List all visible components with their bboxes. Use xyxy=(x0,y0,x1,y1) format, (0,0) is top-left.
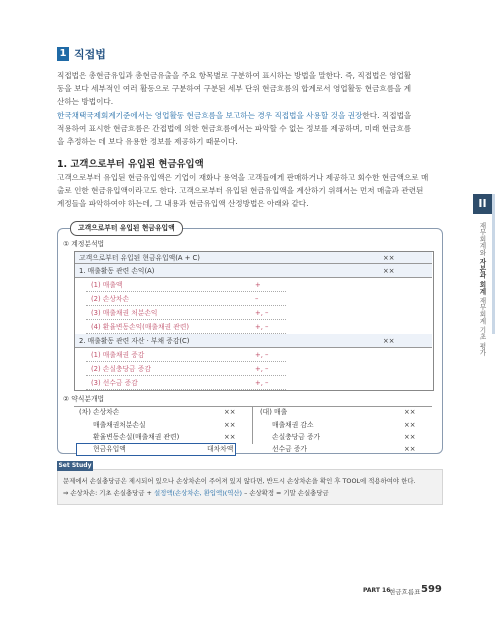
footer-chapter: 현금흐름표 xyxy=(389,588,421,596)
method-title: ① 계정분석법 xyxy=(63,240,105,248)
table-row-value: ×× xyxy=(383,337,395,345)
table-row-sign: +, – xyxy=(255,323,269,331)
divider xyxy=(74,406,432,407)
divider xyxy=(86,319,286,320)
chapter-tab: II xyxy=(473,194,492,214)
table-row-label: (1) 매출채권 증감 xyxy=(91,351,145,359)
table-row-label: (2) 손상차손 xyxy=(91,295,130,303)
table-row-sign: + xyxy=(255,281,261,289)
page-number: 599 xyxy=(421,584,442,595)
journal-debit-item: 매출채권처분손실 xyxy=(93,421,146,429)
journal-debit-head: (차) 손상차손 xyxy=(79,408,120,416)
divider xyxy=(75,277,432,278)
table-row-sign: +, – xyxy=(255,379,269,387)
divider xyxy=(86,305,286,306)
table-row-label: (2) 손실충당금 증감 xyxy=(91,365,151,373)
divider xyxy=(86,389,286,390)
journal-debit-value: ×× xyxy=(224,433,236,441)
divider xyxy=(86,291,286,292)
method-title: ② 약식분개법 xyxy=(63,395,105,403)
divider xyxy=(75,347,432,348)
journal-debit-value: 대차차액 xyxy=(207,445,234,453)
table-row-label: (3) 매출채권 처분손익 xyxy=(91,309,158,317)
intro-line: 직접법은 총현금유입과 총현금유출을 주요 항목별로 구분하여 표시하는 방법을 말한다. 즉, 직접법은 영업활 xyxy=(57,71,412,80)
table-row-sign: – xyxy=(255,295,259,303)
journal-credit-item: 손실충당금 증가 xyxy=(272,433,321,441)
journal-credit-head: (대) 매출 xyxy=(260,408,288,416)
table-row-label: (3) 선수금 증감 xyxy=(91,379,138,387)
set-study-box xyxy=(57,469,443,505)
footer-part: PART 16 xyxy=(363,587,391,594)
intro-line: 을 추정하는 데 보다 유용한 정보를 제공하기 때문이다. xyxy=(57,137,238,147)
set-study-line: 문제에서 손실충당금은 제시되어 있으나 손상차손이 주어져 있지 않다면, 반드시 손상차손을 확인 후 TOOL에 적용하여야 한다. xyxy=(63,477,416,485)
journal-credit-value: ×× xyxy=(404,433,416,441)
table-row-value: ×× xyxy=(383,267,395,275)
set-study-formula: ⇒ 손상차손: 기초 손실충당금 + 설정액(손상차손, 환입액)(역산) – 손상확정 = 기말 손실충당금 xyxy=(63,489,329,497)
journal-credit-item: 선수금 증가 xyxy=(272,445,307,453)
journal-debit-item: 환율변동손실(매출채권 관련) xyxy=(93,433,180,441)
set-study-tag: Set Study xyxy=(58,462,92,469)
journal-credit-item: 매출채권 감소 xyxy=(272,421,314,429)
table-row-label: 1. 매출활동 관련 손익(A) xyxy=(79,267,155,275)
box-label: 고객으로부터 유입된 현금유입액 xyxy=(70,221,183,236)
intro-line: 한국채택국제회계기준에서는 영업활동 현금흐름을 보고하는 경우 직접법을 사용할 것을 권장한다. 직접법을 xyxy=(57,110,412,120)
chapter-side-text: 재무회계와 자본과 회계 재무회계 기초 평가 xyxy=(478,222,486,357)
journal-credit-head-value: ×× xyxy=(404,408,416,416)
side-tab-bar xyxy=(492,194,495,334)
body-paragraph: 고객으로부터 유입된 현금유입액은 기업이 재화나 용역을 고객들에게 판매하거나 제공하고 회수한 현금액으로 매 출로 인한 현금유입액이라고도 한다. 고객으로부터 유입된 현금유입액을 계산하기 위해서는 먼저 매출과 관련된 계정들을 파악하여야 하는데, 그 내용과 현금유입액 산정방법은 아래와 같다. xyxy=(57,173,429,209)
table-header-label: 고객으로부터 유입된 현금유입액(A + C) xyxy=(79,254,200,262)
table-row-sign: +, – xyxy=(255,365,269,373)
intro-line: 적용하여 표시한 현금흐름은 간접법에 의한 현금흐름에서는 파악할 수 없는 정보를 제공하며, 미래 현금흐름 xyxy=(57,123,412,133)
table-row-label: (4) 환율변동손익(매출채권 관련) xyxy=(91,323,190,331)
journal-debit-item: 현금유입액 xyxy=(93,445,126,453)
table-row-sign: +, – xyxy=(255,309,269,317)
section-title: 직접법 xyxy=(74,48,106,61)
intro-line: 동을 보다 세부적인 여러 활동으로 구분하여 구분된 세부 단위 현금흐름의 합계로서 영업활동 현금흐름을 계 xyxy=(57,84,412,94)
journal-debit-head-value: ×× xyxy=(224,408,236,416)
table-row-label: (1) 매출액 xyxy=(91,281,123,289)
divider xyxy=(252,406,253,444)
section-number: 1 xyxy=(57,47,69,61)
journal-debit-value: ×× xyxy=(224,421,236,429)
intro-paragraph xyxy=(57,69,441,148)
divider xyxy=(86,375,286,376)
intro-line: 산하는 방법이다. xyxy=(57,97,114,107)
table-row-sign: +, – xyxy=(255,351,269,359)
table-row-label: 2. 매출활동 관련 자산 · 부채 증감(C) xyxy=(79,337,190,345)
divider xyxy=(86,361,286,362)
journal-credit-value: ×× xyxy=(404,445,416,453)
journal-credit-value: ×× xyxy=(404,421,416,429)
subsection-heading: 1. 고객으로부터 유입된 현금유입액 xyxy=(57,159,204,170)
table-header-value: ×× xyxy=(383,254,395,262)
recommendation-text: 한국채택국제회계기준에서는 영업활동 현금흐름을 보고하는 경우 직접법을 사용할 것을 권장 xyxy=(57,110,363,120)
